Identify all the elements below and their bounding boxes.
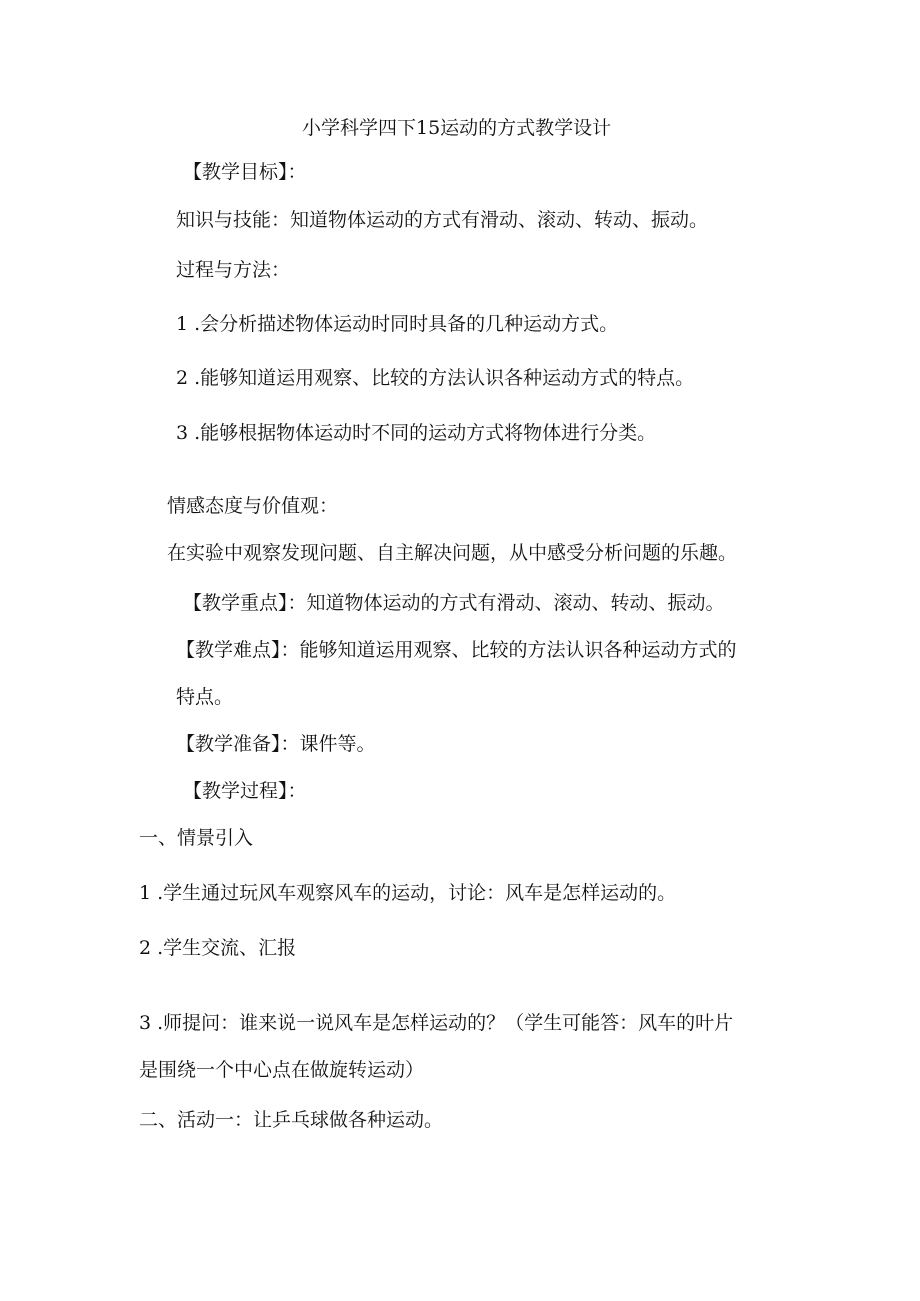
document-title: 小学科学四下15运动的方式教学设计 xyxy=(302,117,612,139)
process-item-1: 1 .会分析描述物体运动时同时具备的几种运动方式。 xyxy=(176,313,619,335)
process-heading: 【教学过程】： xyxy=(183,780,307,802)
objectives-heading: 【教学目标】： xyxy=(183,161,307,183)
preparation-line: 【教学准备】：课件等。 xyxy=(176,733,376,755)
difficulties-line-2: 特点。 xyxy=(176,686,234,708)
knowledge-skills-line: 知识与技能：知道物体运动的方式有滑动、滚动、转动、振动。 xyxy=(176,209,709,231)
section1-item-2: 2 .学生交流、汇报 xyxy=(139,937,297,959)
section1-item-3-continued: 是围绕一个中心点在做旋转运动） xyxy=(139,1059,425,1081)
attitude-heading: 情感态度与价值观： xyxy=(167,495,339,517)
key-points-line: 【教学重点】：知道物体运动的方式有滑动、滚动、转动、振动。 xyxy=(183,592,725,614)
process-item-2: 2 .能够知道运用观察、比较的方法认识各种运动方式的特点。 xyxy=(176,367,695,389)
section1-item-3: 3 .师提问：谁来说一说风车是怎样运动的？（学生可能答：风车的叶片 xyxy=(139,1012,734,1034)
process-item-3: 3 .能够根据物体运动时不同的运动方式将物体进行分类。 xyxy=(176,422,657,444)
process-methods-heading: 过程与方法： xyxy=(176,259,291,281)
attitude-text: 在实验中观察发现问题、自主解决问题，从中感受分析问题的乐趣。 xyxy=(167,542,738,564)
section1-heading: 一、情景引入 xyxy=(139,827,254,849)
section2-heading: 二、活动一：让乒乓球做各种运动。 xyxy=(139,1109,444,1131)
difficulties-line-1: 【教学难点】：能够知道运用观察、比较的方法认识各种运动方式的 xyxy=(176,639,737,661)
section1-item-1: 1 .学生通过玩风车观察风车的运动，讨论：风车是怎样运动的。 xyxy=(139,882,677,904)
